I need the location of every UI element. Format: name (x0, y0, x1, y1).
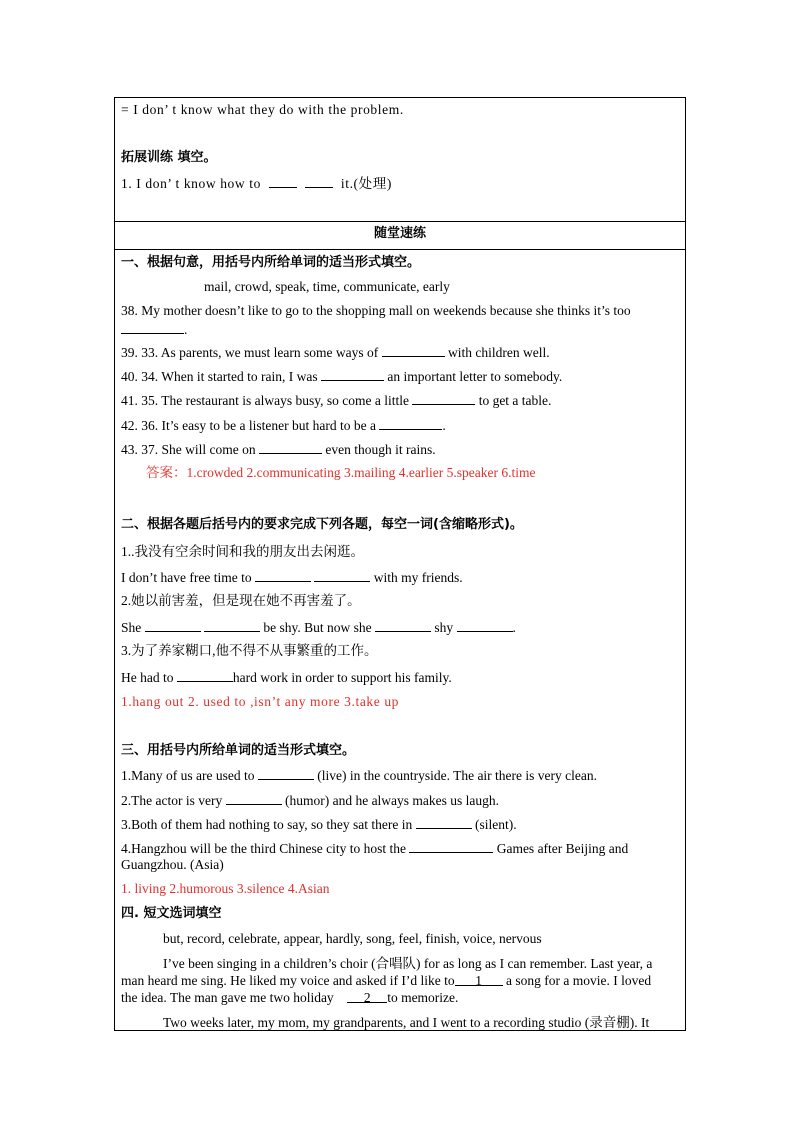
answer-blank[interactable] (269, 174, 297, 188)
answer-blank[interactable] (226, 791, 282, 805)
sec4-word-bank: but, record, celebrate, appear, hardly, song, feel, finish, voice, nervous (163, 931, 542, 946)
sec2-q2-chinese: 2.她以前害羞，但是现在她不再害羞了。 (121, 593, 361, 608)
sec2-q1-english: I don’t have free time to with my friends. (121, 570, 463, 585)
sec2-heading: 二、根据各题后括号内的要求完成下列各题，每空一词(含缩略形式)。 (121, 517, 523, 532)
sec1-word-bank: mail, crowd, speak, time, communicate, early (204, 279, 450, 294)
sec1-answer: 答案：1.crowded 2.communicating 3.mailing 4.earlier 5.speaker 6.time (146, 465, 536, 480)
answer-blank[interactable]: 1 (455, 972, 503, 986)
answer-blank[interactable] (259, 440, 322, 454)
sec2-q3-english: He had to hard work in order to support his family. (121, 670, 452, 685)
passage-line: Two weeks later, my mom, my grandparents, and I went to a recording studio (录音棚). It (163, 1015, 650, 1030)
row-divider (115, 249, 685, 250)
answer-blank[interactable] (204, 618, 260, 632)
sec3-q1: 1.Many of us are used to (live) in the countryside. The air there is very clean. (121, 768, 598, 783)
extension-heading: 拓展训练 填空。 (121, 150, 217, 165)
answer-blank[interactable] (305, 174, 333, 188)
question-38: 38. My mother doesn’t like to go to the shopping mall on weekends because she thinks it’s too (121, 303, 631, 318)
answer-blank[interactable] (177, 668, 233, 682)
sec1-heading: 一、根据句意，用括号内所给单词的适当形式填空。 (121, 255, 421, 270)
sec2-q3-chinese: 3.为了养家糊口,他不得不从事繁重的工作。 (121, 643, 378, 658)
answer-blank[interactable] (416, 815, 472, 829)
answer-blank[interactable] (258, 766, 314, 780)
answer-blank[interactable] (379, 416, 442, 430)
sec3-q4-cont: Guangzhou. (Asia) (121, 857, 224, 872)
equation-line: = I don’ t know what they do with the problem. (121, 102, 404, 117)
answer-blank[interactable] (321, 367, 384, 381)
sec2-q2-english: She be shy. But now she shy . (121, 620, 516, 635)
question-43: 43. 37. She will come on even though it rains. (121, 442, 436, 457)
answer-blank[interactable] (457, 618, 513, 632)
answer-blank[interactable] (255, 568, 311, 582)
sec2-answer: 1.hang out 2. used to ,isn’t any more 3.take up (121, 694, 400, 709)
sec3-q2: 2.The actor is very (humor) and he always makes us laugh. (121, 793, 500, 808)
passage-line: I’ve been singing in a children’s choir (合唱队) for as long as I can remember. Last year, a (163, 956, 653, 971)
answer-blank[interactable] (145, 618, 201, 632)
question-42: 42. 36. It’s easy to be a listener but hard to be a . (121, 418, 446, 433)
sec2-q1-chinese: 1..我没有空余时间和我的朋友出去闲逛。 (121, 544, 364, 559)
extension-question: 1. I don’ t know how to it.(处理) (121, 176, 392, 191)
question-38-cont: . (121, 320, 187, 338)
answer-blank[interactable] (314, 568, 370, 582)
answer-blank[interactable] (412, 391, 475, 405)
answer-blank[interactable] (409, 839, 493, 853)
sec4-heading: 四. 短文选词填空 (121, 906, 222, 921)
question-39: 39. 33. As parents, we must learn some ways of with children well. (121, 345, 550, 360)
question-41: 41. 35. The restaurant is always busy, so come a little to get a table. (121, 393, 552, 408)
passage-line: man heard me sing. He liked my voice and asked if I’d like to 1 a song for a movie. I loved (121, 973, 652, 988)
answer-blank[interactable] (375, 618, 431, 632)
sec3-heading: 三、用括号内所给单词的适当形式填空。 (121, 743, 356, 758)
passage-line: the idea. The man gave me two holiday 2 to memorize. (121, 990, 459, 1005)
answer-blank[interactable] (121, 320, 184, 334)
answer-blank[interactable] (382, 343, 445, 357)
question-40: 40. 34. When it started to rain, I was an important letter to somebody. (121, 369, 563, 384)
row-divider (115, 221, 685, 222)
sec3-q4: 4.Hangzhou will be the third Chinese city to host the Games after Beijing and (121, 841, 629, 856)
answer-blank[interactable]: 2 (347, 989, 387, 1003)
worksheet-table (114, 97, 686, 1031)
sec3-q3: 3.Both of them had nothing to say, so they sat there in (silent). (121, 817, 517, 832)
section-header: 随堂速练 (373, 226, 426, 241)
sec3-answer: 1. living 2.humorous 3.silence 4.Asian (121, 881, 330, 896)
